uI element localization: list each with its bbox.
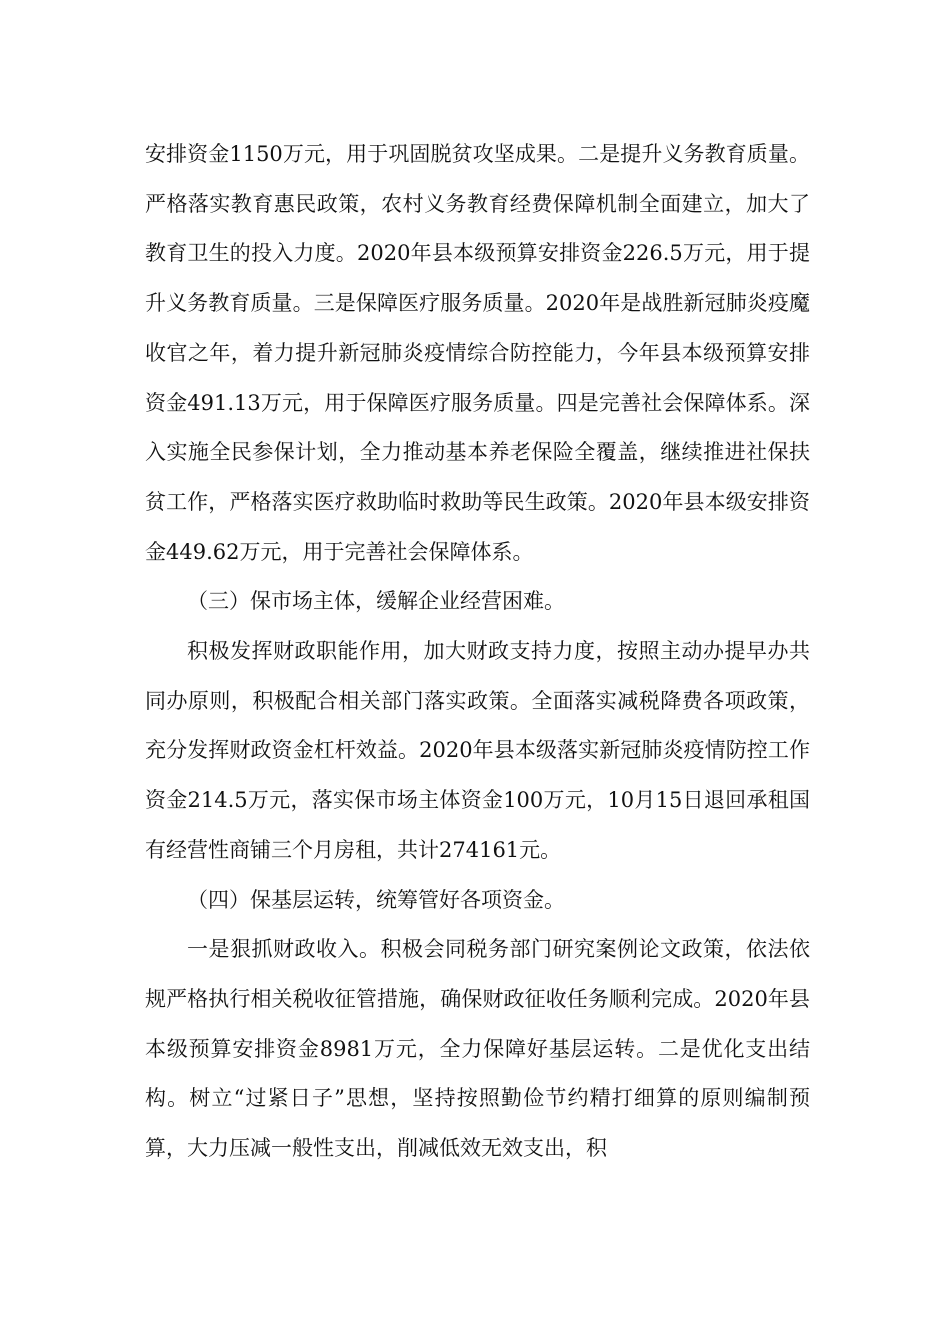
paragraph-continued: 安排资金1150万元，用于巩固脱贫攻坚成果。二是提升义务教育质量。严格落实教育惠民政策，农村义务教育经费保障机制全面建立，加大了教育卫生的投入力度。2020年县本级预算安排资金226.5万元，用于提升义务教育质量。三是保障医疗服务质量。2020年是战胜新冠肺炎疫魔收官之年，着力提升新冠肺炎疫情综合防控能力，今年县本级预算安排资金491.13万元，用于保障医疗服务质量。四是完善社会保障体系。深入实施全民参保计划，全力推动基本养老保险全覆盖，继续推进社保扶贫工作，严格落实医疗救助临时救助等民生政策。2020年县本级安排资金449.62万元，用于完善社会保障体系。 bbox=[145, 142, 810, 564]
section-heading-three: （三）保市场主体，缓解企业经营困难。 bbox=[187, 589, 565, 614]
section-heading-four: （四）保基层运转，统筹管好各项资金。 bbox=[187, 887, 565, 912]
paragraph-market: 积极发挥财政职能作用，加大财政支持力度，按照主动办提早办共同办原则，积极配合相关部门落实政策。全面落实减税降费各项政策，充分发挥财政资金杠杆效益。2020年县本级落实新冠肺炎疫情防控工作资金214.5万元，落实保市场主体资金100万元，10月15日退回承租国有经营性商铺三个月房租，共计274161元。 bbox=[145, 639, 810, 862]
paragraph-revenue: 一是狠抓财政收入。积极会同税务部门研究案例论文政策，依法依规严格执行相关税收征管措施，确保财政征收任务顺利完成。2020年县本级预算安排资金8981万元，全力保障好基层运转。二是优化支出结构。树立“过紧日子”思想，坚持按照勤俭节约精打细算的原则编制预算，大力压减一般性支出，削减低效无效支出，积 bbox=[145, 937, 810, 1161]
document-body bbox=[145, 130, 810, 1174]
